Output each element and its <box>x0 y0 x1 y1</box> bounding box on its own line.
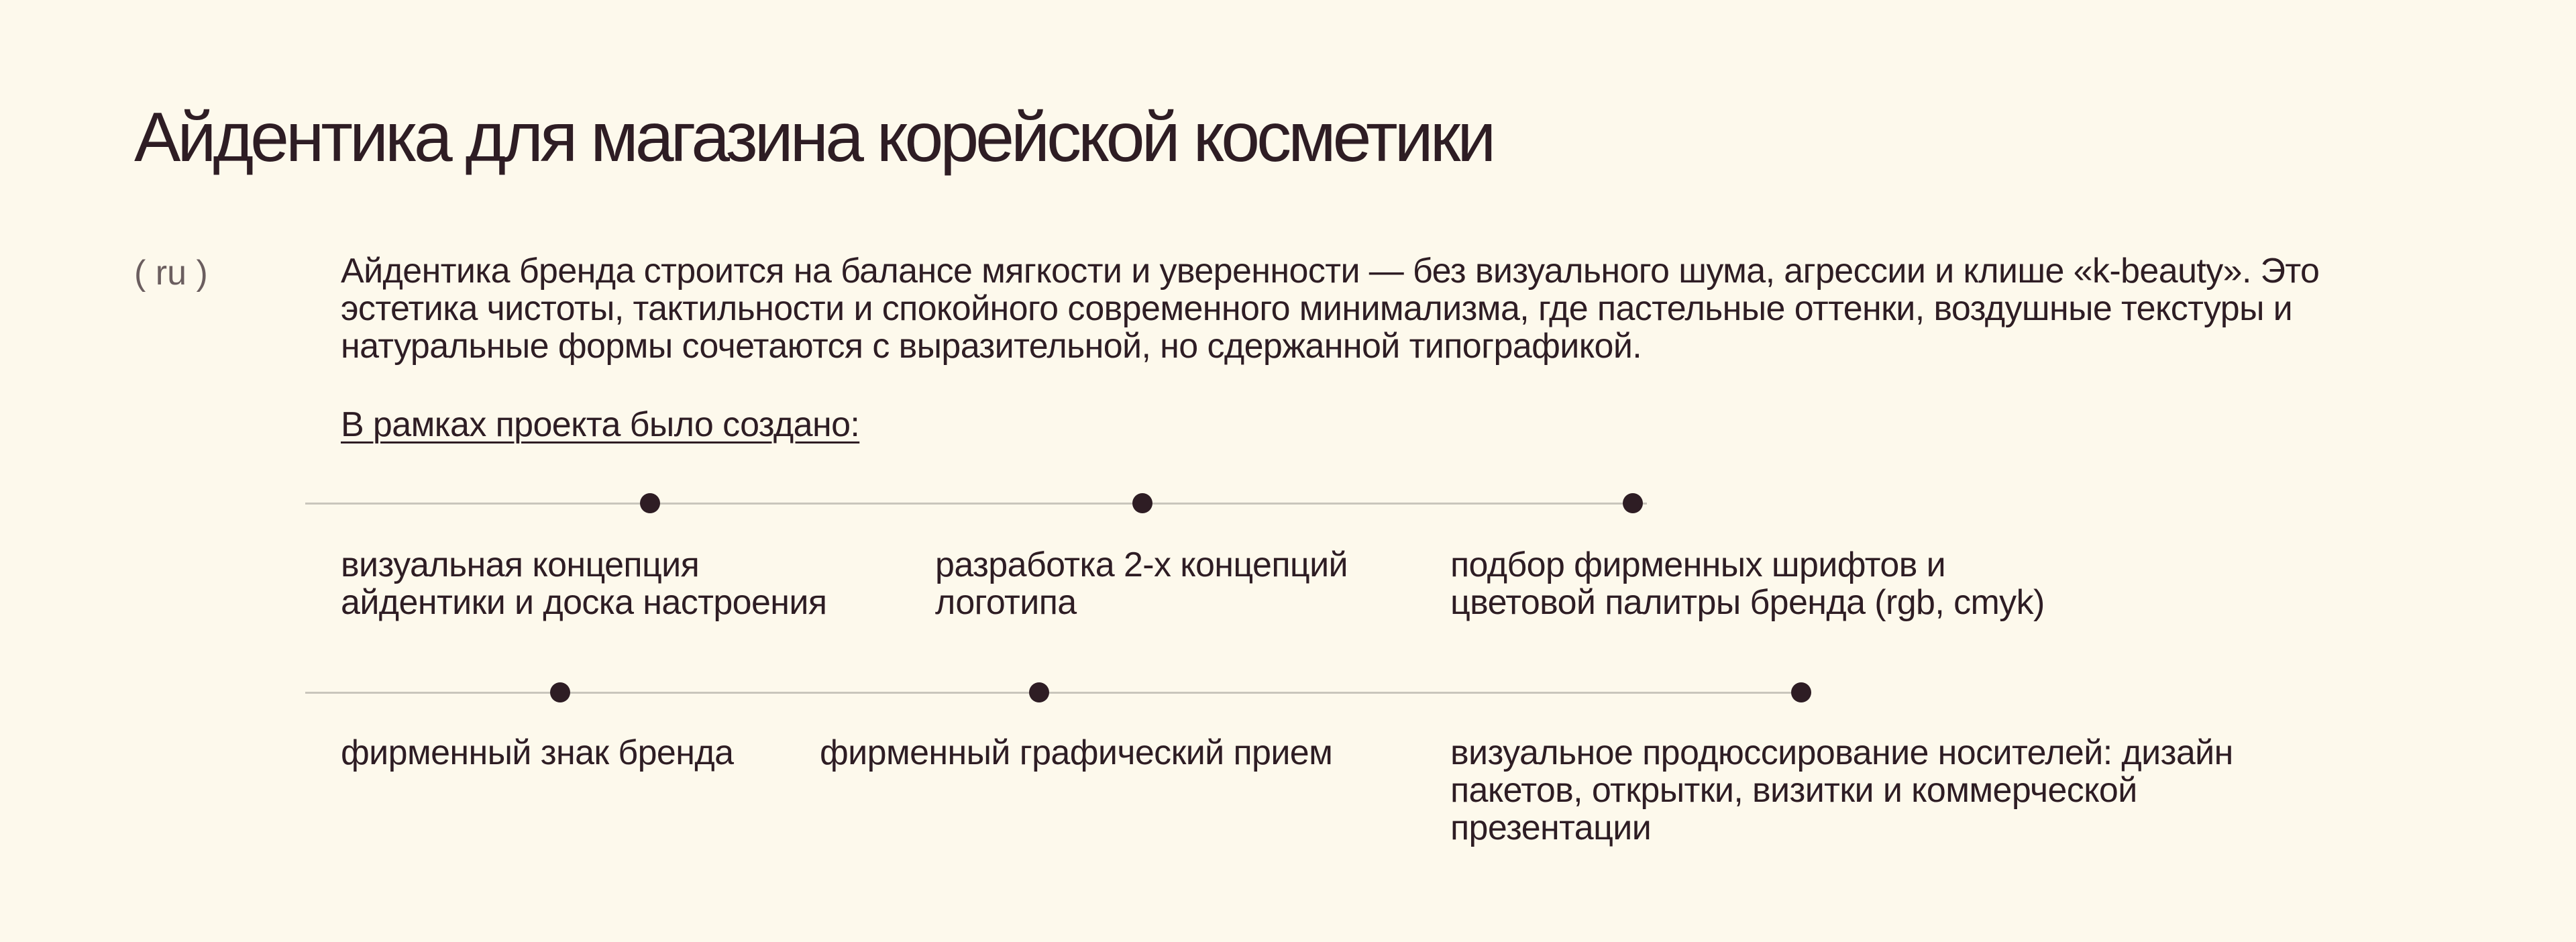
language-label: ( ru ) <box>134 254 208 293</box>
deliverable-item: фирменный графический прием <box>820 733 1333 772</box>
intro-paragraph: Айдентика бренда строится на балансе мягкости и уверенности — без визуального шума, агрессии и клише «k-beauty». Это эстетика чистоты, тактильности и спокойного современного минимализма, где пастельные оттенки, воздушные текстуры и натуральные формы сочетаются с выразительной, но сдержанной типографикой. <box>341 252 2320 366</box>
timeline-line-1 <box>305 503 1647 505</box>
deliverables-heading: В рамках проекта было создано: <box>341 405 860 444</box>
timeline-dot <box>1623 493 1643 513</box>
deliverable-item: разработка 2-х концепций логотипа <box>935 545 1348 622</box>
timeline-dot <box>1791 682 1811 702</box>
timeline-dot <box>1132 493 1152 513</box>
timeline-dot <box>550 682 570 702</box>
page-title: Айдентика для магазина корейской косметики <box>134 99 1493 176</box>
deliverable-item: подбор фирменных шрифтов и цветовой палитры бренда (rgb, cmyk) <box>1450 545 2045 622</box>
deliverable-item: визуальное продюссирование носителей: дизайн пакетов, открытки, визитки и коммерческой презентации <box>1450 733 2233 847</box>
deliverable-item: визуальная концепция айдентики и доска настроения <box>341 545 827 622</box>
timeline-dot <box>640 493 660 513</box>
timeline-dot <box>1029 682 1049 702</box>
timeline-line-2 <box>305 692 1811 694</box>
deliverable-item: фирменный знак бренда <box>341 733 734 772</box>
